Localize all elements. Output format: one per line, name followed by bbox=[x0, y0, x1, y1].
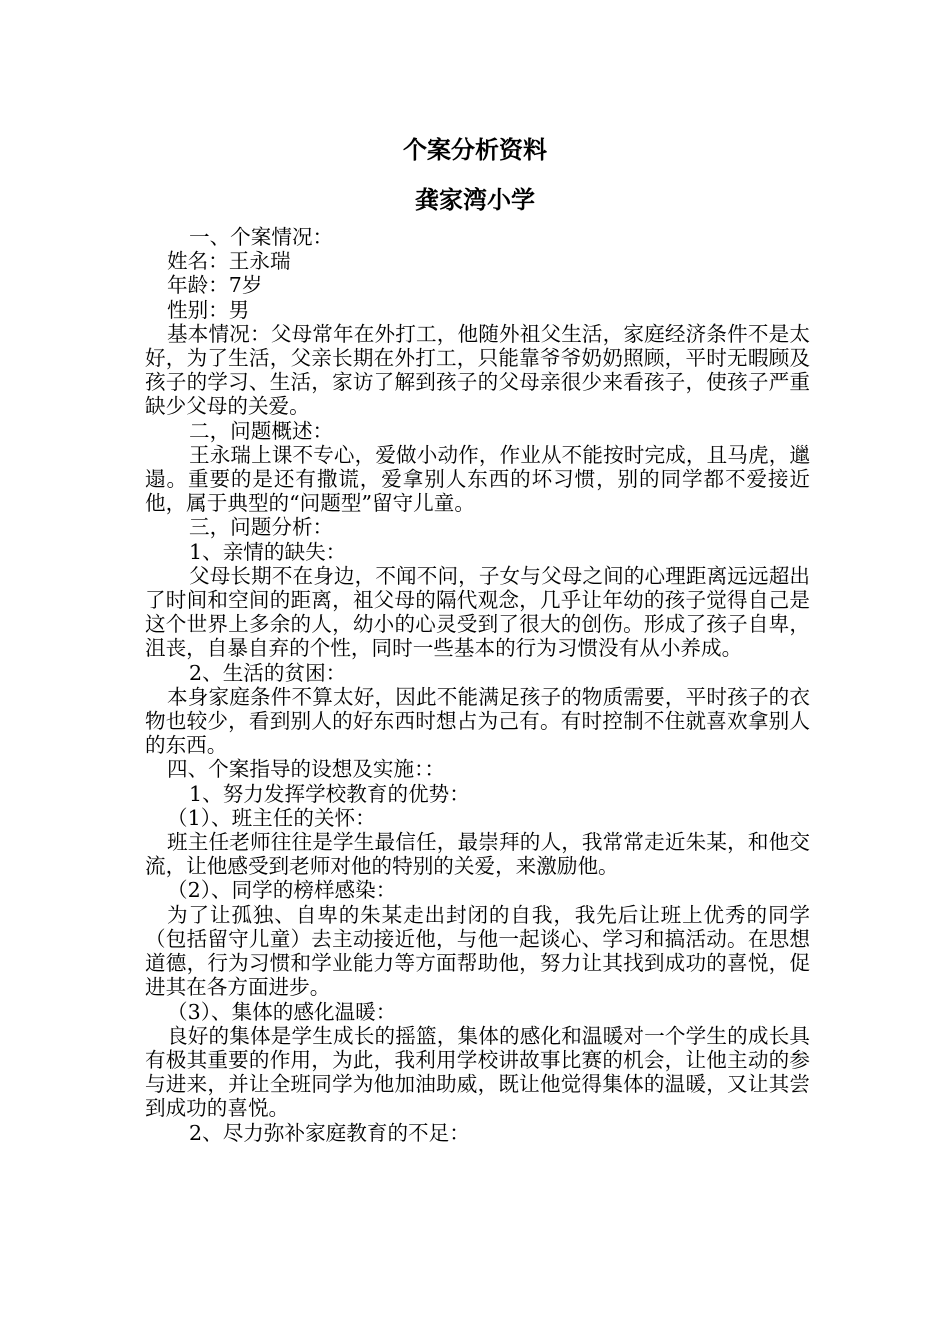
subheading-lack-of-affection: 1、亲情的缺失： bbox=[189, 539, 347, 564]
school-name: 龚家湾小学 bbox=[415, 186, 535, 214]
section-heading-guidance: 四、个案指导的设想及实施：： bbox=[167, 757, 446, 782]
paragraph-lack-of-affection: 父母长期不在身边，不闻不问，子女与父母之间的心理距离远远超出了时间和空间的距离，祖父母的隔代观念，几乎让年幼的孩子觉得自己是这个世界上多余的人，幼小的心灵受到了很大的创伤。形成了孩子自卑，沮丧，自暴自弃的个性，同时一些基本的行为习惯没有从小养成。 bbox=[145, 563, 810, 661]
paragraph-peer-example: 为了让孤独、自卑的朱某走出封闭的自我，我先后让班上优秀的同学（包括留守儿童）去主动接近他，与他一起谈心、学习和搞活动。在思想道德，行为习惯和学业能力等方面帮助他，努力让其找到成功的喜悦，促进其在各方面进步。 bbox=[145, 902, 810, 1000]
paragraph-poverty: 本身家庭条件不算太好，因此不能满足孩子的物质需要，平时孩子的衣物也较少，看到别人的好东西时想占为己有。有时控制不住就喜欢拿别人的东西。 bbox=[145, 684, 810, 758]
document-title: 个案分析资料 bbox=[403, 136, 547, 164]
subheading-family-education: 2、尽力弥补家庭教育的不足： bbox=[189, 1120, 470, 1145]
section-heading-case-info: 一、个案情况： bbox=[189, 225, 334, 249]
paragraph-collective-warmth: 良好的集体是学生成长的摇篮，集体的感化和温暖对一个学生的成长具有极其重要的作用，为此，我利用学校讲故事比赛的机会，让他主动的参与进来，并让全班同学为他加油助威，既让他觉得集体的温暖，又让其尝到成功的喜悦。 bbox=[145, 1023, 810, 1121]
field-gender: 性别：男 bbox=[167, 297, 250, 322]
field-age: 年龄：7岁 bbox=[167, 273, 263, 298]
paragraph-teacher-care: 班主任老师往往是学生最信任，最崇拜的人，我常常走近朱某，和他交流，让他感受到老师对他的特别的关爱，来激励他。 bbox=[145, 830, 810, 879]
field-name: 姓名：王永瑞 bbox=[167, 249, 291, 274]
item-heading-teacher-care: （1）、班主任的关怀： bbox=[167, 805, 376, 830]
paragraph-background: 基本情况：父母常年在外打工，他随外祖父生活，家庭经济条件不是太好，为了生活，父亲长期在外打工，只能靠爷爷奶奶照顾，平时无暇顾及孩子的学习、生活，家访了解到孩子的父母亲很少来看孩子，使孩子严重缺少父母的关爱。 bbox=[145, 321, 810, 419]
document-body bbox=[145, 225, 810, 1145]
section-heading-problem-overview: 二，问题概述： bbox=[189, 418, 334, 443]
section-heading-problem-analysis: 三，问题分析： bbox=[189, 515, 334, 540]
subheading-school-education: 1、努力发挥学校教育的优势： bbox=[189, 781, 470, 806]
item-heading-collective-warmth: （3）、集体的感化温暖： bbox=[167, 999, 397, 1024]
paragraph-problem-overview: 王永瑞上课不专心，爱做小动作，作业从不能按时完成，且马虎，邋遢。重要的是还有撒谎，爱拿别人东西的坏习惯，别的同学都不爱接近他，属于典型的“问题型”留守儿童。 bbox=[145, 442, 810, 516]
item-heading-peer-example: （2）、同学的榜样感染： bbox=[167, 878, 397, 903]
subheading-poverty: 2、生活的贫困： bbox=[189, 660, 347, 685]
